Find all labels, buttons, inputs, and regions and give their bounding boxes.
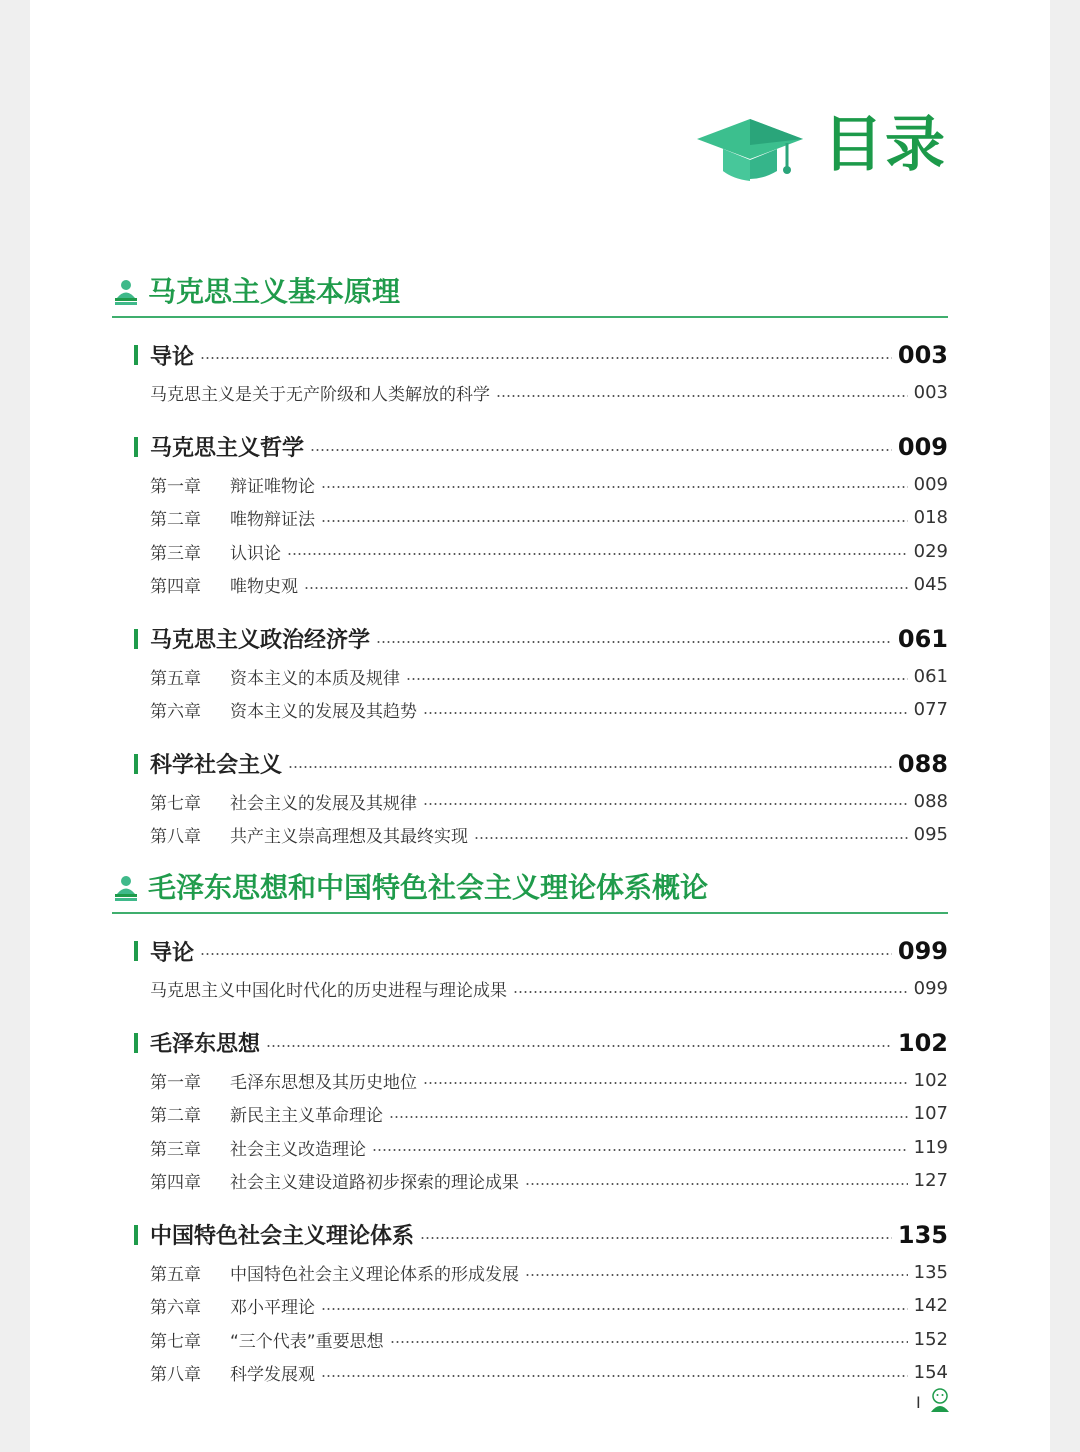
part-page-number: 135 — [897, 1220, 948, 1249]
mascot-icon — [927, 1386, 953, 1416]
part-page-number: 061 — [897, 624, 948, 653]
chapter-number: 第六章 — [150, 702, 201, 723]
chapter-page-number: 029 — [913, 540, 948, 562]
chapter-title: 社会主义改造理论 — [230, 1139, 366, 1160]
toc-part-entry[interactable] — [112, 743, 948, 785]
leader-dots — [389, 1116, 908, 1118]
part-page-number: 009 — [897, 432, 948, 461]
part-marker — [134, 437, 138, 457]
books-reader-icon — [112, 874, 140, 902]
toc-chapter-entry[interactable] — [112, 785, 948, 819]
part-page-number: 003 — [897, 341, 948, 369]
page-title: 目录 — [823, 110, 947, 180]
toc-part-entry[interactable] — [112, 426, 948, 468]
leader-dots — [372, 1149, 908, 1151]
part-marker — [134, 754, 138, 774]
part-marker — [134, 629, 138, 649]
chapter-number: 第二章 — [150, 1106, 201, 1127]
chapter-title: 中国特色社会主义理论体系的形成发展 — [230, 1264, 519, 1285]
leader-dots — [310, 449, 892, 451]
section-header — [112, 272, 948, 318]
toc-chapter-entry[interactable] — [112, 1064, 948, 1098]
leader-dots — [321, 1375, 908, 1377]
toc-part-entry[interactable] — [112, 1214, 948, 1256]
chapter-title: 认识论 — [230, 543, 281, 564]
leader-dots — [406, 678, 908, 680]
chapter-title: 社会主义建设道路初步探索的理论成果 — [230, 1173, 519, 1194]
chapter-page-number: 152 — [913, 1328, 948, 1350]
chapter-number: 第一章 — [150, 1072, 201, 1093]
toc-chapter-entry[interactable] — [112, 1289, 948, 1323]
chapter-title: 唯物辩证法 — [230, 510, 315, 531]
toc-chapter-entry[interactable] — [112, 693, 948, 727]
chapter-number: 第五章 — [150, 1264, 201, 1285]
chapter-page-number: 018 — [913, 507, 948, 529]
toc-chapter-entry[interactable] — [112, 535, 948, 569]
part-page-number: 099 — [897, 937, 948, 965]
section-header — [112, 868, 948, 914]
leader-dots — [266, 1045, 892, 1047]
toc-chapter-entry[interactable] — [112, 376, 948, 410]
part-title: 导论 — [150, 940, 195, 966]
chapter-title: 共产主义崇高理想及其最终实现 — [230, 827, 468, 848]
part-page-number: 088 — [897, 749, 948, 778]
part-marker — [134, 941, 138, 961]
chapter-number: 第八章 — [150, 1365, 201, 1386]
leader-dots — [525, 1183, 908, 1185]
chapter-number: 第三章 — [150, 543, 201, 564]
chapter-number: 第六章 — [150, 1298, 201, 1319]
chapter-page-number: 003 — [913, 382, 948, 404]
chapter-number: 第七章 — [150, 793, 201, 814]
toc-chapter-entry[interactable] — [112, 568, 948, 602]
toc-chapter-entry[interactable] — [112, 1131, 948, 1165]
part-title: 科学社会主义 — [150, 753, 283, 778]
leader-dots — [525, 1274, 908, 1276]
toc-chapter-entry[interactable] — [112, 1164, 948, 1198]
books-reader-icon — [112, 278, 140, 306]
toc-part-entry[interactable] — [112, 334, 948, 376]
section-title: 毛泽东思想和中国特色社会主义理论体系概论 — [148, 871, 709, 904]
graduation-cap-icon — [695, 115, 805, 185]
chapter-title: 毛泽东思想及其历史地位 — [230, 1072, 417, 1093]
chapter-page-number: 127 — [913, 1170, 948, 1192]
leader-dots — [423, 712, 908, 714]
part-title: 中国特色社会主义理论体系 — [150, 1224, 415, 1249]
leader-dots — [304, 587, 908, 589]
toc-part-entry[interactable] — [112, 1022, 948, 1064]
chapter-number: 第三章 — [150, 1139, 201, 1160]
chapter-title: 社会主义的发展及其规律 — [230, 793, 417, 814]
toc-page — [30, 0, 1050, 1452]
chapter-page-number: 095 — [913, 824, 948, 846]
leader-dots — [390, 1341, 908, 1343]
chapter-page-number: 045 — [913, 574, 948, 596]
toc-chapter-entry[interactable] — [112, 818, 948, 852]
toc-chapter-entry[interactable] — [112, 1256, 948, 1290]
chapter-title: 科学发展观 — [230, 1365, 315, 1386]
chapter-page-number: 142 — [913, 1295, 948, 1317]
chapter-page-number: 077 — [913, 699, 948, 721]
chapter-title: 马克思主义中国化时代化的历史进程与理论成果 — [150, 981, 507, 1002]
chapter-number: 第四章 — [150, 577, 201, 598]
leader-dots — [200, 357, 892, 359]
toc-chapter-entry[interactable] — [112, 1323, 948, 1357]
leader-dots — [200, 953, 892, 955]
chapter-title: 新民主主义革命理论 — [230, 1106, 383, 1127]
chapter-title: 邓小平理论 — [230, 1298, 315, 1319]
chapter-page-number: 009 — [913, 473, 948, 495]
chapter-title: 马克思主义是关于无产阶级和人类解放的科学 — [150, 385, 490, 406]
part-marker — [134, 1225, 138, 1245]
toc-section — [112, 868, 948, 1390]
section-title: 马克思主义基本原理 — [148, 275, 401, 308]
part-title: 马克思主义哲学 — [150, 436, 305, 461]
chapter-number: 第一章 — [150, 476, 201, 497]
toc-chapter-entry[interactable] — [112, 501, 948, 535]
chapter-title: “三个代表”重要思想 — [230, 1331, 384, 1352]
toc-section — [112, 272, 948, 852]
chapter-title: 唯物史观 — [230, 577, 298, 598]
part-title: 毛泽东思想 — [150, 1032, 261, 1057]
toc-part-entry[interactable] — [112, 930, 948, 972]
part-marker — [134, 1033, 138, 1053]
chapter-number: 第四章 — [150, 1173, 201, 1194]
leader-dots — [321, 486, 908, 488]
page-number: I — [916, 1393, 921, 1412]
leader-dots — [288, 766, 892, 768]
toc-chapter-entry[interactable] — [112, 1097, 948, 1131]
chapter-page-number: 154 — [913, 1362, 948, 1384]
leader-dots — [420, 1237, 892, 1239]
leader-dots — [376, 641, 892, 643]
leader-dots — [321, 1308, 908, 1310]
leader-dots — [496, 395, 908, 397]
chapter-title: 资本主义的本质及规律 — [230, 668, 400, 689]
chapter-page-number: 107 — [913, 1103, 948, 1125]
toc-chapter-entry[interactable] — [112, 1356, 948, 1390]
chapter-number: 第七章 — [150, 1331, 201, 1352]
part-title: 导论 — [150, 344, 195, 370]
toc-part-entry[interactable] — [112, 618, 948, 660]
part-marker — [134, 345, 138, 365]
chapter-number: 第二章 — [150, 510, 201, 531]
chapter-title: 资本主义的发展及其趋势 — [230, 702, 417, 723]
part-title: 马克思主义政治经济学 — [150, 628, 371, 653]
chapter-page-number: 061 — [913, 665, 948, 687]
chapter-page-number: 135 — [913, 1261, 948, 1283]
toc-chapter-entry[interactable] — [112, 660, 948, 694]
toc-chapter-entry[interactable] — [112, 972, 948, 1006]
chapter-title: 辩证唯物论 — [230, 476, 315, 497]
toc-header — [695, 105, 955, 190]
chapter-page-number: 099 — [913, 978, 948, 1000]
leader-dots — [513, 991, 908, 993]
leader-dots — [423, 1082, 908, 1084]
leader-dots — [423, 803, 908, 805]
chapter-page-number: 119 — [913, 1136, 948, 1158]
chapter-page-number: 102 — [913, 1069, 948, 1091]
leader-dots — [287, 553, 908, 555]
chapter-number: 第八章 — [150, 827, 201, 848]
chapter-number: 第五章 — [150, 668, 201, 689]
leader-dots — [474, 837, 908, 839]
leader-dots — [321, 520, 908, 522]
part-page-number: 102 — [897, 1028, 948, 1057]
toc-chapter-entry[interactable] — [112, 468, 948, 502]
chapter-page-number: 088 — [913, 790, 948, 812]
